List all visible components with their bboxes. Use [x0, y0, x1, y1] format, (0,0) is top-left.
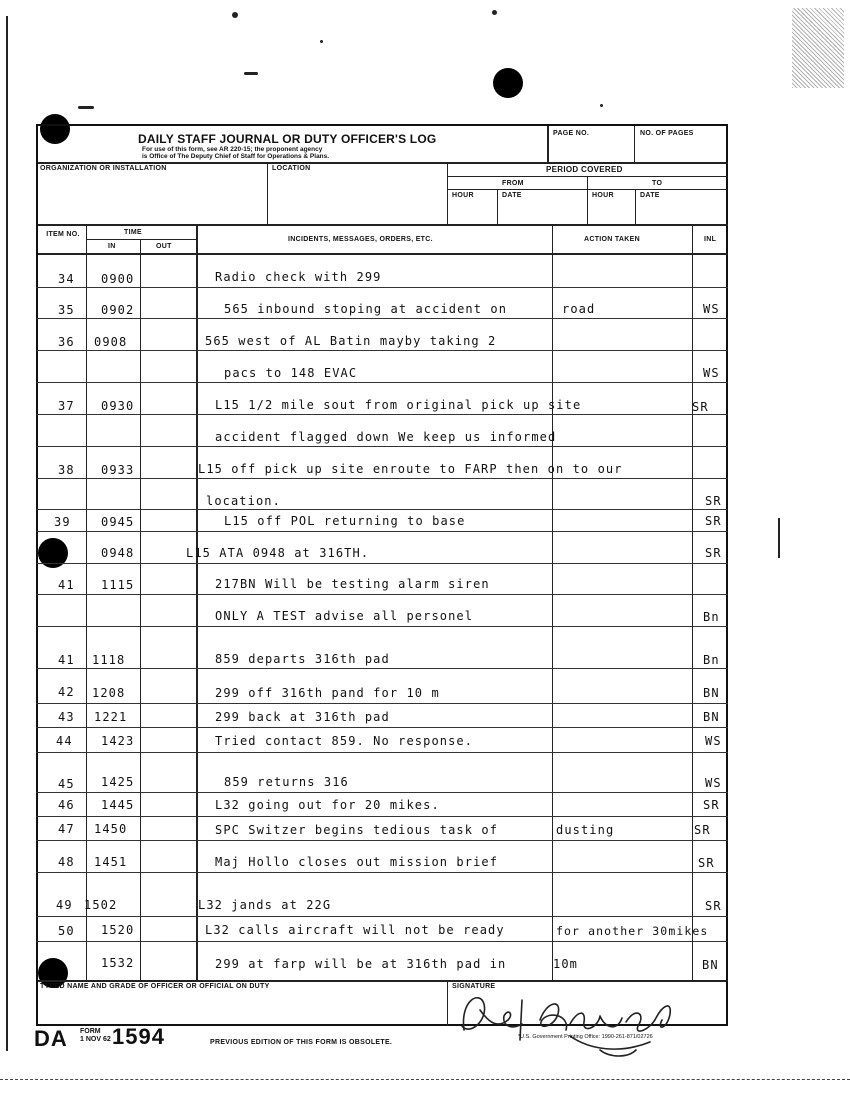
entry-incident: L32 calls aircraft will not be ready — [205, 923, 505, 937]
footer-form-number: 1594 — [112, 1024, 165, 1049]
entry-item: 38 — [58, 463, 75, 477]
entry-item: 46 — [58, 798, 75, 812]
entry-item: 37 — [58, 399, 75, 413]
row-line — [36, 594, 728, 595]
row-line — [36, 446, 728, 447]
entry-incident: SPC Switzer begins tedious task of — [215, 823, 499, 837]
entry-incident: L32 going out for 20 mikes. — [215, 798, 440, 812]
entry-initials: WS — [703, 366, 720, 380]
speck — [78, 106, 94, 109]
entry-time-in: 0908 — [94, 335, 128, 349]
entry-item: 41 — [58, 653, 75, 667]
entry-incident: 217BN Will be testing alarm siren — [215, 577, 490, 591]
entry-action: 10m — [553, 957, 578, 971]
entry-item: 39 — [54, 515, 71, 529]
entry-item: 35 — [58, 303, 75, 317]
cut-line — [0, 1079, 850, 1080]
entry-incident: 299 off 316th pand for 10 m — [215, 686, 440, 700]
entry-time-in: 1115 — [101, 578, 135, 592]
punch-hole-top — [493, 68, 523, 98]
period-covered-label: PERIOD COVERED — [546, 165, 623, 174]
footer-da: DA — [34, 1026, 68, 1051]
entry-incident: L15 off POL returning to base — [224, 514, 466, 528]
incidents-label: INCIDENTS, MESSAGES, ORDERS, ETC. — [288, 236, 433, 243]
location-label: LOCATION — [272, 165, 311, 172]
from-hour-label: HOUR — [452, 192, 474, 199]
time-in-label: IN — [108, 243, 116, 250]
row-line — [36, 840, 728, 841]
entry-time-in: 1208 — [92, 686, 126, 700]
row-line — [36, 792, 728, 793]
entry-item: 41 — [58, 578, 75, 592]
footer-form-date: 1 NOV 62 — [80, 1036, 111, 1043]
row-line — [36, 727, 728, 728]
entry-incident: location. — [206, 494, 281, 508]
journal-form — [36, 124, 728, 1026]
entry-initials: WS — [705, 776, 722, 790]
to-date-label: DATE — [640, 192, 660, 199]
to-hour-label: HOUR — [592, 192, 614, 199]
row-line — [36, 816, 728, 817]
entry-incident: L15 ATA 0948 at 316TH. — [186, 546, 370, 560]
entry-incident: ONLY A TEST advise all personel — [215, 609, 474, 623]
entry-initials: Bn — [703, 610, 720, 624]
column-divider — [552, 224, 553, 980]
entry-time-in: 1532 — [101, 956, 135, 970]
divider — [587, 176, 588, 224]
entry-initials: BN — [703, 710, 720, 724]
row-line — [36, 531, 728, 532]
entry-initials: SR — [692, 400, 709, 414]
entry-initials: SR — [698, 856, 715, 870]
entry-initials: SR — [705, 899, 722, 913]
entry-time-in: 0933 — [101, 463, 135, 477]
entry-time-in: 1221 — [94, 710, 128, 724]
divider — [38, 253, 728, 255]
page-no-label: PAGE NO. — [553, 130, 590, 137]
signature-label: SIGNATURE — [452, 983, 496, 990]
entry-initials: SR — [705, 514, 722, 528]
footer-form-word: FORM — [80, 1028, 101, 1035]
row-line — [36, 509, 728, 510]
row-line — [36, 752, 728, 753]
entry-time-in: 1520 — [101, 923, 135, 937]
footer-gpo-line: *U.S. Government Printing Office: 1990-261-871/02726 — [518, 1034, 653, 1040]
entry-incident: L15 off pick up site enroute to FARP then on to our — [198, 462, 623, 476]
entry-incident: pacs to 148 EVAC — [224, 366, 358, 380]
entry-incident: L32 jands at 22G — [198, 898, 332, 912]
divider — [38, 224, 728, 226]
form-subtitle-1: For use of this form, see AR 220-15; the proponent agency — [142, 146, 323, 153]
entry-time-in: 0948 — [101, 546, 135, 560]
entry-action: road — [562, 302, 596, 316]
entry-time-in: 0930 — [101, 399, 135, 413]
divider — [447, 162, 448, 224]
entry-incident: L15 1/2 mile sout from original pick up site — [215, 398, 582, 412]
entry-item: 45 — [58, 777, 75, 791]
from-date-label: DATE — [502, 192, 522, 199]
divider — [497, 189, 498, 224]
handwritten-signature — [450, 980, 700, 1060]
speck — [232, 12, 238, 18]
footer-previous-edition: PREVIOUS EDITION OF THIS FORM IS OBSOLETE. — [210, 1039, 393, 1046]
entry-initials: SR — [705, 494, 722, 508]
divider — [267, 162, 268, 224]
divider — [447, 189, 728, 190]
divider — [86, 239, 196, 240]
entry-initials: WS — [703, 302, 720, 316]
row-line — [36, 916, 728, 917]
row-line — [36, 478, 728, 479]
time-out-label: OUT — [156, 243, 172, 250]
entry-initials: BN — [703, 686, 720, 700]
organization-label: ORGANIZATION OR INSTALLATION — [40, 165, 167, 172]
entry-time-in: 0902 — [101, 303, 135, 317]
no-of-pages-label: NO. OF PAGES — [640, 130, 694, 137]
entry-item: 44 — [56, 734, 73, 748]
entry-time-in: 1425 — [101, 775, 135, 789]
entry-time-in: 0945 — [101, 515, 135, 529]
entry-initials: BN — [702, 958, 719, 972]
entry-time-in: 1502 — [84, 898, 118, 912]
column-divider — [196, 224, 198, 980]
speck — [492, 10, 497, 15]
row-line — [36, 382, 728, 383]
entry-item: 49 — [56, 898, 73, 912]
speck — [320, 40, 323, 43]
row-line — [36, 414, 728, 415]
entry-item: 34 — [58, 272, 75, 286]
entry-incident: Radio check with 299 — [215, 270, 382, 284]
entry-item: 36 — [58, 335, 75, 349]
entry-incident: 299 back at 316th pad — [215, 710, 390, 724]
entry-initials: Bn — [703, 653, 720, 667]
scan-noise-corner — [792, 8, 844, 88]
action-taken-label: ACTION TAKEN — [584, 236, 640, 243]
column-divider — [86, 224, 87, 980]
entry-incident: 299 at farp will be at 316th pad in — [215, 957, 507, 971]
entry-initials: SR — [694, 823, 711, 837]
entry-time-in: 1423 — [101, 734, 135, 748]
entry-initials: SR — [703, 798, 720, 812]
divider — [547, 126, 549, 162]
divider — [38, 162, 728, 164]
row-line — [36, 563, 728, 564]
entry-item: 47 — [58, 822, 75, 836]
inl-label: INL — [704, 236, 717, 243]
row-line — [36, 872, 728, 873]
speck — [600, 104, 603, 107]
entry-action: dusting — [556, 823, 615, 837]
row-line — [36, 350, 728, 351]
entry-initials: WS — [705, 734, 722, 748]
entry-incident: Tried contact 859. No response. — [215, 734, 474, 748]
speck — [778, 518, 780, 558]
row-line — [36, 626, 728, 627]
entry-incident: Maj Hollo closes out mission brief — [215, 855, 499, 869]
time-label: TIME — [124, 229, 142, 236]
entry-incident: 565 west of AL Batin mayby taking 2 — [205, 334, 497, 348]
typed-name-label: TYPED NAME AND GRADE OF OFFICER OR OFFICIAL ON DUTY — [40, 983, 270, 990]
divider — [635, 189, 636, 224]
row-line — [36, 287, 728, 288]
entry-initials: SR — [705, 546, 722, 560]
entry-time-in: 1450 — [94, 822, 128, 836]
entry-time-in: 1451 — [94, 855, 128, 869]
row-line — [36, 318, 728, 319]
entry-item: 50 — [58, 924, 75, 938]
entry-incident: 859 returns 316 — [224, 775, 349, 789]
divider — [634, 126, 635, 162]
item-no-label: ITEM NO. — [46, 231, 80, 238]
form-title: DAILY STAFF JOURNAL OR DUTY OFFICER'S LOG — [138, 132, 437, 146]
to-label: TO — [652, 180, 663, 187]
scan-left-edge — [6, 16, 8, 1051]
entry-incident: 565 inbound stoping at accident on — [224, 302, 508, 316]
entry-action: for another 30mikes — [556, 924, 709, 938]
entry-time-in: 1445 — [101, 798, 135, 812]
row-line — [36, 668, 728, 669]
speck — [244, 72, 258, 75]
form-subtitle-2: is Office of The Deputy Chief of Staff for Operations & Plans. — [142, 153, 330, 160]
entry-item: 48 — [58, 855, 75, 869]
entry-item: 42 — [58, 685, 75, 699]
row-line — [36, 703, 728, 704]
entry-time-in: 1118 — [92, 653, 126, 667]
entry-item: 43 — [58, 710, 75, 724]
row-line — [36, 941, 728, 942]
from-label: FROM — [502, 180, 524, 187]
entry-incident: 859 departs 316th pad — [215, 652, 390, 666]
entry-incident: accident flagged down We keep us informed — [215, 430, 557, 444]
entry-time-in: 0900 — [101, 272, 135, 286]
footer-form-label — [80, 1028, 111, 1044]
column-divider — [692, 224, 693, 980]
divider — [447, 980, 448, 1026]
